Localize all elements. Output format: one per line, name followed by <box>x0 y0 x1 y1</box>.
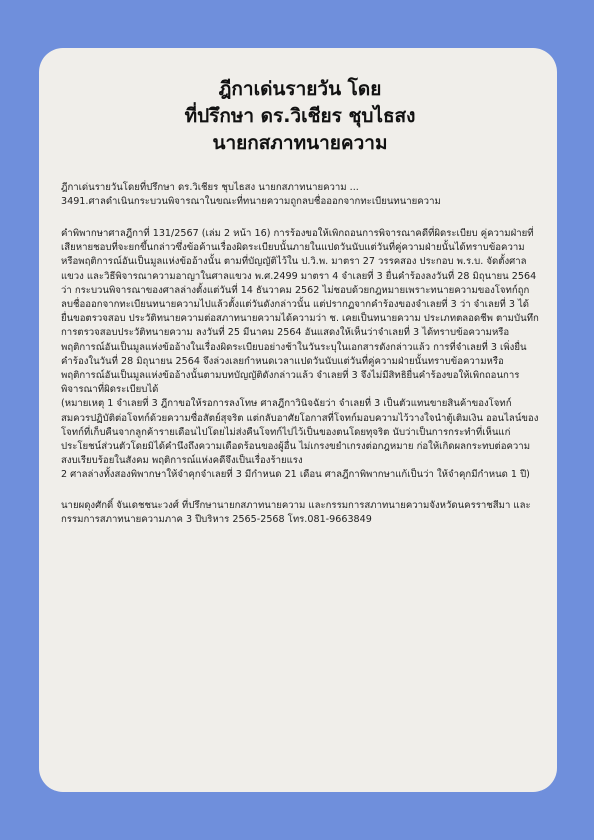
excerpt <box>61 181 539 209</box>
title-line-2: ที่ปรึกษา ดร.วิเชียร ชุบไธสง <box>184 105 416 127</box>
page-title <box>61 76 539 157</box>
excerpt-line-1: ฎีกาเด่นรายวันโดยที่ปรึกษา ดร.วิเชียร ชุบไธสง นายกสภาทนายความ ... <box>61 182 359 193</box>
paragraph-note-1: (หมายเหตุ 1 จำเลยที่ 3 ฎีกาขอให้รอการลงโทษ ศาลฎีกาวินิจฉัยว่า จำเลยที่ 3 เป็นตัวแทนขายสินค้าของโจทก์ สมควรปฏิบัติต่อโจทก์ด้วยความซื่อสัตย์สุจริต แต่กลับอาศัยโอกาสที่โจทก์มอบความไว้วางใจนำตู้เติมเงิน ออนไลน์ของโจทก์ที่เก็บคืนจากลูกค้ารายเดือนไปโดยไม่ส่งคืนโจทก์ไปไว้เป็นของตนโดยทุจริต นับว่าเป็นการกระทำที่เห็นแก่ประโยชน์ส่วนตัวโดยมิได้คำนึงถึงความเดือดร้อนของผู้อื่น ไม่เกรงขยำเกรงต่อกฎหมาย ก่อให้เกิดผลกระทบต่อความสงบเรียบร้อยในสังคม พฤติการณ์แห่งคดีจึงเป็นเรื่องร้ายแรง <box>61 398 539 467</box>
paragraph-judgment: คำพิพากษาศาลฎีกาที่ 131/2567 (เล่ม 2 หน้า 16) การร้องขอให้เพิกถอนการพิจารณาคดีที่ผิดระเบียบ คู่ความฝ่ายที่เสียหายชอบที่จะยกขึ้นกล่าวซึ่งข้อค้านเรื่องผิดระเบียบนั้นภายในแปดวันนับแต่วันที่คู่ความฝ่ายนั้นได้ทราบข้อความ หรือพฤติการณ์อันเป็นมูลแห่งข้ออ้างนั้น ตามที่บัญญัติไว้ใน ป.วิ.พ. มาตรา 27 วรรคสอง ประกอบ พ.ร.บ. จัดตั้งศาลแขวง และวิธีพิจารณาความอาญาในศาลแขวง พ.ศ.2499 มาตรา 4 จำเลยที่ 3 ยื่นคำร้องลงวันที่ 28 มิถุนายน 2564 ว่า กระบวนพิจารณาของศาลล่างตั้งแต่วันที่ 14 ธันวาคม 2562 ไม่ชอบด้วยกฎหมายเพราะทนายความของโจทก์ถูกลบชื่อออกจากทะเบียนทนายความไปแล้วตั้งแต่วันดังกล่าวนั้น แต่ปรากฏจากคำร้องของจำเลยที่ 3 ว่า จำเลยที่ 3 ได้ยื่นขอตรวจสอบ ประวัติทนายความต่อสภาทนายความได้ความว่า ช. เคยเป็นทนายความ ประเภทตลอดชีพ ตามบันทึกการตรวจสอบประวัติทนายความ ลงวันที่ 25 มีนาคม 2564 อันแสดงให้เห็นว่าจำเลยที่ 3 ได้ทราบข้อความหรือพฤติการณ์อันเป็นมูลแห่งข้ออ้างในเรื่องผิดระเบียบอย่างช้าในวันระบุในเอกสารดังกล่าวแล้ว การที่จำเลยที่ 3 เพิ่งยื่นคำร้องในวันที่ 28 มิถุนายน 2564 จึงล่วงเลยกำหนดเวลาแปดวันนับแต่วันที่คู่ความฝ่ายนั้นทราบข้อความหรือพฤติการณ์อันเป็นมูลแห่งข้ออ้างนั้นตามบทบัญญัติดังกล่าวแล้ว จำเลยที่ 3 จึงไม่มีสิทธิยื่นคำร้องขอให้เพิกถอนการพิจารณาที่ผิดระเบียบได้ <box>61 228 539 396</box>
document-card <box>39 48 557 792</box>
judgment-body <box>61 227 539 483</box>
author-signature: นายผดุงศักดิ์ จันเดชชนะวงศ์ ที่ปรึกษานายกสภาทนายความ และกรรมการสภาทนายความจังหวัดนครราชสีมา และกรรมการสภาทนายความภาค 3 ปีบริหาร 2565-2568 โทร.081-9663849 <box>61 499 531 525</box>
paragraph-note-2: 2 ศาลล่างทั้งสองพิพากษาให้จำคุกจำเลยที่ 3 มีกำหนด 21 เดือน ศาลฎีกาพิพากษาแก้เป็นว่า ให้จำคุกมีกำหนด 1 ปี) <box>61 469 530 481</box>
excerpt-line-2: 3491.ศาลดำเนินกระบวนพิจารณาในขณะที่ทนายความถูกลบชื่อออกจากทะเบียนทนายความ <box>61 196 441 207</box>
title-line-1: ฎีกาเด่นรายวัน โดย <box>218 78 382 100</box>
title-line-3: นายกสภาทนายความ <box>212 132 388 154</box>
